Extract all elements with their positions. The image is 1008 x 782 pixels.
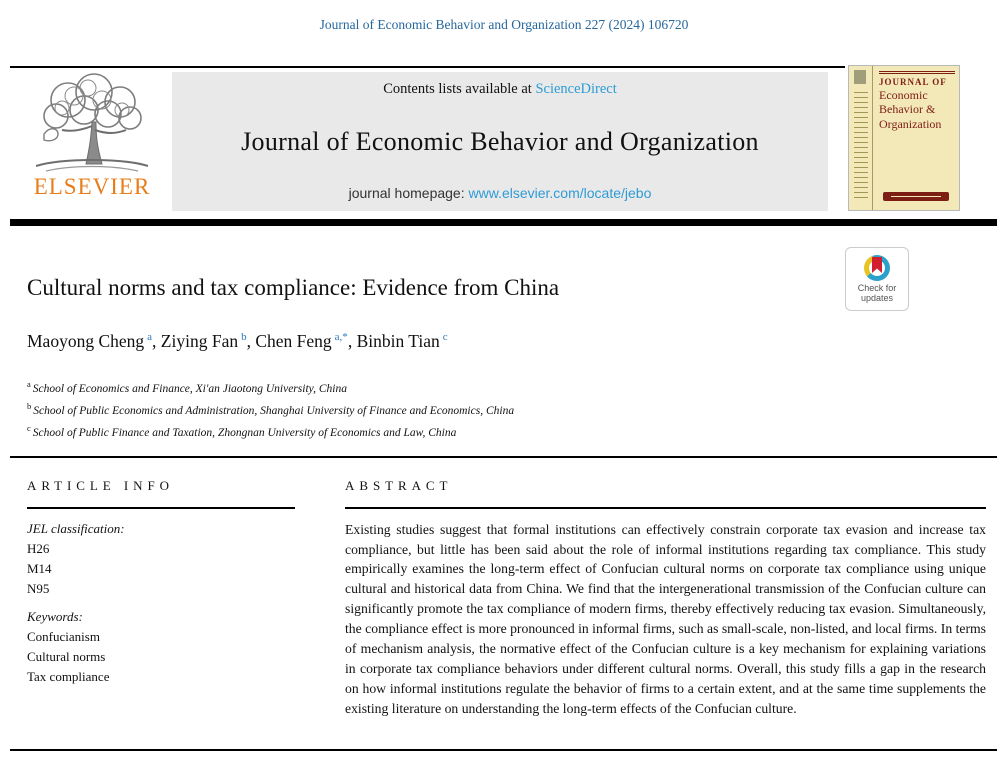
cover-title-line2: Economic bbox=[879, 88, 928, 102]
affiliation-text: School of Economics and Finance, Xi'an Jiaotong University, China bbox=[32, 382, 347, 395]
cover-mini-elsevier-icon bbox=[854, 70, 866, 84]
sciencedirect-link[interactable]: ScienceDirect bbox=[535, 81, 617, 97]
abstract-heading-rule bbox=[345, 507, 986, 509]
affiliation-sup: c bbox=[27, 422, 31, 433]
author-name: Maoyong Cheng bbox=[27, 331, 145, 351]
crossmark-icon bbox=[864, 255, 890, 281]
crossmark-label bbox=[858, 283, 897, 303]
author[interactable] bbox=[255, 331, 347, 351]
affiliation-line bbox=[27, 420, 727, 442]
author-name: Binbin Tian bbox=[356, 331, 440, 351]
affiliation-text: School of Public Economics and Administration, Shanghai University of Finance and Economics, China bbox=[33, 404, 515, 417]
keyword: Cultural norms bbox=[27, 648, 106, 664]
article-info-heading: ARTICLE INFO bbox=[27, 478, 174, 493]
crossmark-label-line2: updates bbox=[860, 293, 893, 303]
author[interactable] bbox=[161, 331, 247, 351]
masthead-divider-bar bbox=[10, 219, 997, 226]
author-affiliation-sup[interactable]: a,* bbox=[334, 331, 348, 344]
cover-title-line3: Behavior & bbox=[879, 102, 936, 117]
jel-code: M14 bbox=[27, 560, 52, 576]
elsevier-tree-icon bbox=[22, 72, 162, 176]
affiliation-text: School of Public Finance and Taxation, Zhongnan University of Economics and Law, China bbox=[32, 426, 457, 439]
section-top-rule bbox=[10, 456, 997, 458]
jel-classification-label: JEL classification: bbox=[27, 520, 125, 536]
top-rule bbox=[10, 66, 845, 68]
author-line bbox=[27, 331, 817, 352]
homepage-prefix: journal homepage: bbox=[348, 185, 469, 201]
elsevier-logo bbox=[16, 72, 168, 212]
cover-title-line1: JOURNAL OF bbox=[879, 77, 947, 87]
crossmark-label-line1: Check for bbox=[857, 283, 897, 293]
author-separator: , bbox=[347, 331, 357, 351]
homepage-line bbox=[349, 185, 652, 201]
elsevier-wordmark: ELSEVIER bbox=[33, 174, 151, 199]
jel-code: N95 bbox=[27, 580, 50, 596]
cover-toc-lines bbox=[854, 92, 868, 200]
cover-url-bar bbox=[883, 192, 949, 201]
journal-masthead bbox=[172, 72, 828, 211]
keywords-label: Keywords: bbox=[27, 608, 83, 624]
cover-title-area bbox=[873, 66, 959, 210]
affiliation-line bbox=[27, 398, 727, 420]
affiliations bbox=[27, 376, 727, 441]
contents-line bbox=[383, 81, 617, 98]
abstract-section bbox=[345, 478, 986, 719]
author-name: Chen Feng bbox=[255, 331, 332, 351]
journal-citation-header: Journal of Economic Behavior and Organization 227 (2024) 106720 bbox=[319, 17, 689, 32]
article-info-section bbox=[27, 478, 309, 687]
author-affiliation-sup[interactable]: b bbox=[241, 331, 247, 344]
journal-title: Journal of Economic Behavior and Organization bbox=[241, 126, 759, 156]
check-for-updates-badge[interactable] bbox=[845, 247, 909, 311]
author-separator: , bbox=[152, 331, 161, 351]
cover-title-line4: Organization bbox=[879, 116, 942, 131]
keyword: Confucianism bbox=[27, 628, 100, 644]
homepage-url-link[interactable]: www.elsevier.com/locate/jebo bbox=[468, 185, 652, 201]
crossmark-ribbon-icon bbox=[872, 257, 882, 273]
affiliation-line bbox=[27, 376, 727, 398]
cover-toc-strip bbox=[849, 66, 873, 210]
contents-prefix: Contents lists available at bbox=[383, 81, 536, 97]
author-affiliation-sup[interactable]: c bbox=[442, 331, 448, 344]
abstract-heading: ABSTRACT bbox=[345, 478, 453, 493]
keyword: Tax compliance bbox=[27, 668, 110, 684]
affiliation-sup: a bbox=[27, 379, 31, 389]
article-info-heading-rule bbox=[27, 507, 295, 509]
author-name: Ziying Fan bbox=[160, 331, 239, 351]
article-title: Cultural norms and tax compliance: Evidence from China bbox=[27, 275, 560, 300]
affiliation-sup: b bbox=[27, 400, 32, 411]
journal-cover-thumbnail[interactable] bbox=[848, 65, 960, 211]
author-separator: , bbox=[246, 331, 256, 351]
bottom-rule bbox=[10, 749, 997, 751]
author-affiliation-sup[interactable]: a bbox=[147, 331, 153, 344]
author[interactable] bbox=[27, 331, 152, 351]
abstract-text: Existing studies suggest that formal institutions can effectively constrain corporate tax evasion and increase tax compliance, but little has been said about the role of informal institutions regarding tax compliance. This study empirically examines the long-term effect of Confucian cultural norms on corporate tax compliance using unique cultural and historical data from China. We find that the intergenerational transmission of the Confucian culture can significantly promote the tax compliance of modern firms, thereby effectively reducing tax evasion. Simultaneously, the compliance effect is more pronounced in informal firms, such as small-scale, non-listed, and local firms. In terms of mechanism analysis, the normative effect of the Confucian culture is a key mechanism for explaining variations in corporate tax compliance behaviors under different cultural norms. Overall, this study fills a gap in the research on how informal institutions regulate the behavior of firms to a certain extent, and at the same time supplements the existing literature on understanding the long-term effects of the Confucian culture. bbox=[345, 521, 986, 716]
author[interactable] bbox=[357, 331, 448, 351]
jel-code: H26 bbox=[27, 540, 50, 556]
